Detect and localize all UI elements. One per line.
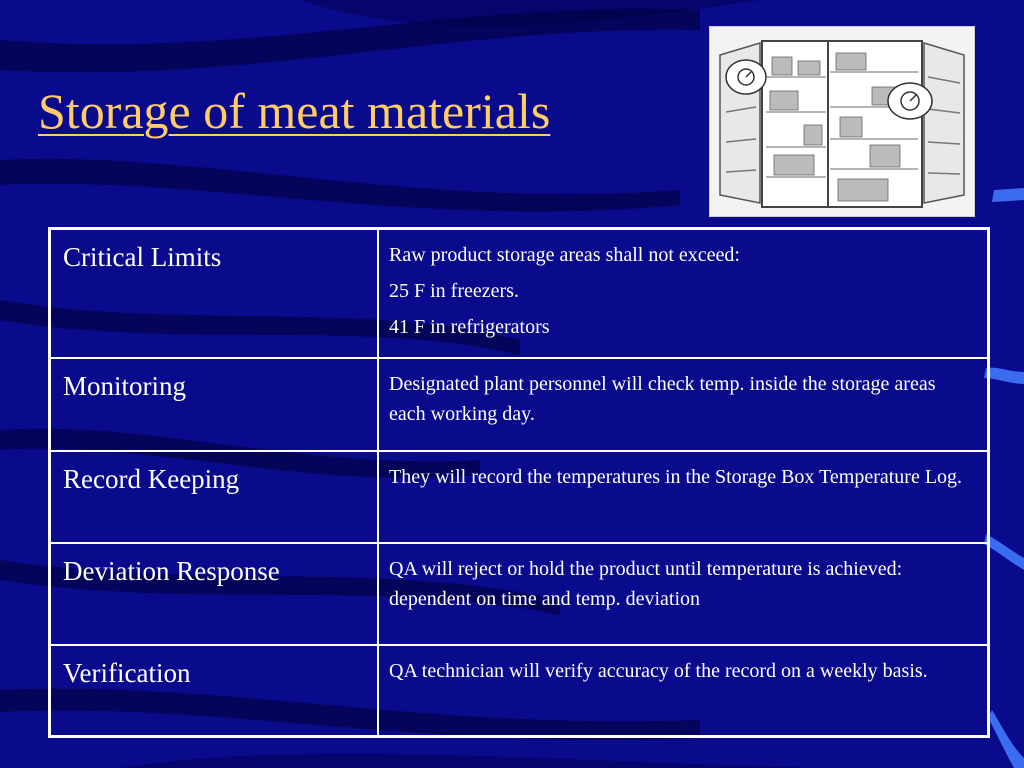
row-value (378, 645, 989, 737)
table-row (50, 451, 989, 543)
row-value (378, 543, 989, 645)
accent-mark (988, 184, 1024, 206)
table-row (50, 645, 989, 737)
accent-mark (988, 710, 1024, 768)
value-line: They will record the temperatures in the Storage Box Temperature Log. (389, 465, 963, 488)
table-row (50, 358, 989, 451)
row-label: Deviation Response (50, 543, 379, 645)
row-label: Monitoring (50, 358, 379, 451)
row-label: Record Keeping (50, 451, 379, 543)
value-line: Raw product storage areas shall not exceed: (389, 244, 740, 266)
value-line: 41 F in refrigerators (389, 316, 550, 338)
row-label: Verification (50, 645, 379, 737)
table-row (50, 229, 989, 358)
refrigerator-image (709, 26, 975, 217)
row-value (378, 358, 989, 451)
value-line: QA technician will verify accuracy of the record on a weekly basis. (389, 659, 928, 682)
value-line: Designated plant personnel will check temp. inside the storage areas each working day. (389, 372, 936, 425)
row-value (378, 229, 989, 358)
row-label: Critical Limits (50, 229, 379, 358)
storage-table (48, 227, 990, 738)
accent-mark (984, 362, 1024, 386)
slide-title: Storage of meat materials (38, 83, 551, 139)
row-value (378, 451, 989, 543)
value-line: QA will reject or hold the product until temperature is achieved: dependent on time and temp. deviation (389, 557, 903, 610)
accent-mark (984, 530, 1024, 570)
value-line: 25 F in freezers. (389, 280, 519, 302)
table-row (50, 543, 989, 645)
refrigerator-icon (710, 27, 974, 216)
storage-table-container (48, 227, 990, 738)
